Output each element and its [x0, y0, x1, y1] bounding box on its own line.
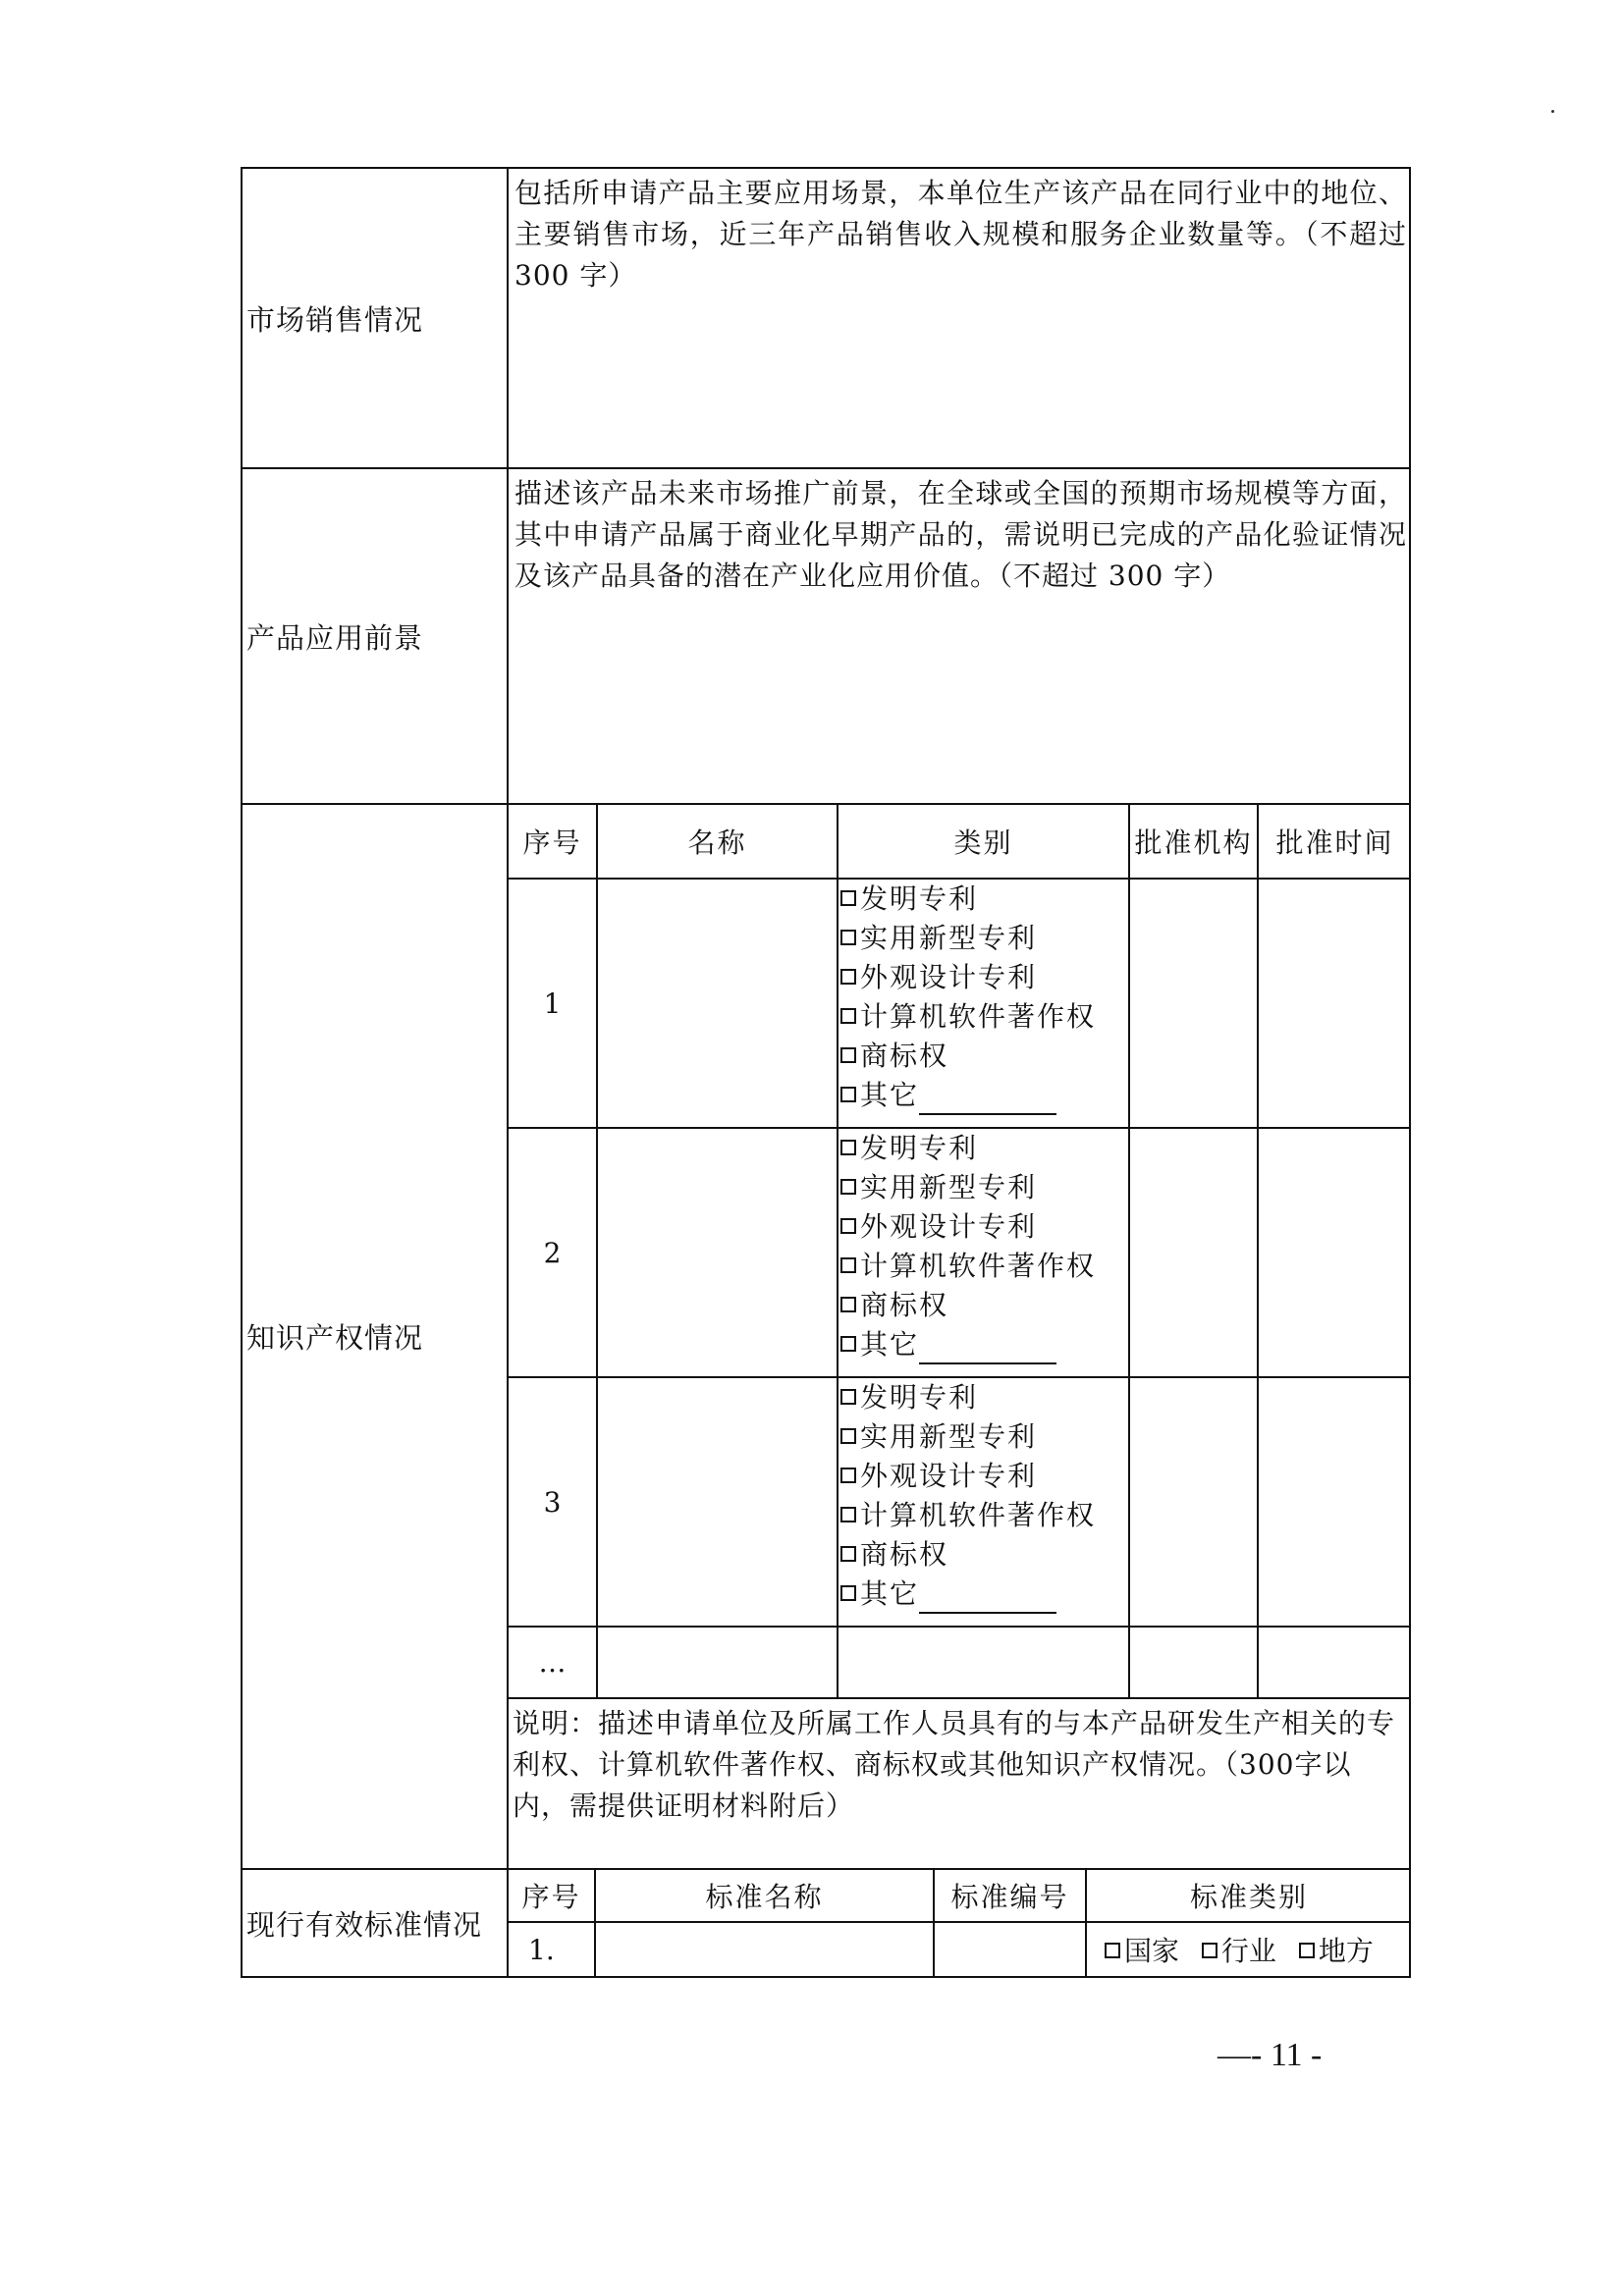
- ip-entry-authority-cell[interactable]: [1129, 1128, 1258, 1377]
- ip-entry-date-cell[interactable]: [1258, 1128, 1411, 1377]
- ip-header-name: 名称: [597, 805, 838, 879]
- ip-entry-authority-cell[interactable]: [1129, 1377, 1258, 1627]
- checkbox-icon[interactable]: [840, 930, 856, 945]
- ip-header-date: 批准时间: [1258, 805, 1411, 879]
- ip-entry-category-cell: [838, 879, 1129, 1128]
- ip-entry-row: [509, 879, 1411, 1128]
- standards-entry-type-cell: [1086, 1922, 1411, 1976]
- market-sales-description: 包括所申请产品主要应用场景，本单位生产该产品在同行业中的地位、主要销售市场，近三年产品销售收入规模和服务企业数量等。（不超过 300 字）: [508, 168, 1410, 468]
- standards-header-code: 标准编号: [934, 1870, 1086, 1922]
- checkbox-icon[interactable]: [840, 969, 856, 985]
- scan-speck: [1551, 110, 1554, 113]
- standards-header-name: 标准名称: [595, 1870, 934, 1922]
- standard-type-option[interactable]: 行业: [1202, 1935, 1276, 1967]
- category-option[interactable]: 发明专利: [840, 1129, 1128, 1168]
- checkbox-icon[interactable]: [840, 1389, 856, 1405]
- standards-header-no: 序号: [509, 1870, 595, 1922]
- ip-label: 知识产权情况: [242, 804, 508, 1869]
- ip-entry-authority-cell[interactable]: [1129, 879, 1258, 1128]
- category-option[interactable]: 计算机软件著作权: [840, 1496, 1128, 1535]
- checkbox-icon[interactable]: [1299, 1943, 1315, 1958]
- category-option[interactable]: 商标权: [840, 1535, 1128, 1575]
- category-option-other[interactable]: 其它: [840, 1325, 1128, 1364]
- other-blank-line[interactable]: [919, 1333, 1056, 1364]
- ip-entry-category-cell: [838, 1128, 1129, 1377]
- ip-entry-category-cell[interactable]: [838, 1627, 1129, 1697]
- ip-note: 说明：描述申请单位及所属工作人员具有的与本产品研发生产相关的专利权、计算机软件著作权、商标权或其他知识产权情况。（300字以内，需提供证明材料附后）: [509, 1697, 1409, 1868]
- ip-header-authority: 批准机构: [1129, 805, 1258, 879]
- category-option[interactable]: 外观设计专利: [840, 1457, 1128, 1496]
- category-option[interactable]: 外观设计专利: [840, 1207, 1128, 1247]
- checkbox-icon[interactable]: [840, 1546, 856, 1562]
- ip-entry-no: 1: [509, 879, 597, 1128]
- category-option[interactable]: 商标权: [840, 1286, 1128, 1325]
- ip-entry-no: 2: [509, 1128, 597, 1377]
- standards-label: 现行有效标准情况: [242, 1869, 508, 1977]
- checkbox-icon[interactable]: [840, 1179, 856, 1195]
- checkbox-icon[interactable]: [840, 1428, 856, 1444]
- ip-row: [242, 804, 1410, 1869]
- checkbox-icon[interactable]: [840, 1297, 856, 1312]
- category-option-other[interactable]: 其它: [840, 1076, 1128, 1115]
- checkbox-icon[interactable]: [840, 1507, 856, 1522]
- checkbox-icon[interactable]: [840, 1008, 856, 1024]
- checkbox-icon[interactable]: [840, 1047, 856, 1063]
- category-option[interactable]: 发明专利: [840, 1378, 1128, 1417]
- ip-entry-no: 3: [509, 1377, 597, 1627]
- application-form-table: [241, 167, 1411, 1978]
- standards-content: [508, 1869, 1410, 1977]
- checkbox-icon[interactable]: [840, 1140, 856, 1155]
- checkbox-icon[interactable]: [1105, 1943, 1120, 1958]
- standards-header-type: 标准类别: [1086, 1870, 1411, 1922]
- ip-content: [508, 804, 1410, 1869]
- standard-type-option[interactable]: 国家: [1105, 1935, 1179, 1967]
- ip-entry-authority-cell[interactable]: [1129, 1627, 1258, 1697]
- checkbox-icon[interactable]: [840, 1585, 856, 1601]
- standards-entry-no: 1.: [509, 1922, 595, 1976]
- ip-entry-name-cell[interactable]: [597, 1128, 838, 1377]
- product-prospect-label: 产品应用前景: [242, 468, 508, 804]
- checkbox-icon[interactable]: [840, 1468, 856, 1483]
- ip-entry-name-cell[interactable]: [597, 879, 838, 1128]
- product-prospect-row: [242, 468, 1410, 804]
- category-option[interactable]: 发明专利: [840, 880, 1128, 919]
- checkbox-icon[interactable]: [840, 1087, 856, 1102]
- category-option[interactable]: 计算机软件著作权: [840, 997, 1128, 1037]
- other-blank-line[interactable]: [919, 1582, 1056, 1614]
- ip-ellipsis: …: [509, 1627, 597, 1697]
- ip-entry-row: [509, 1128, 1411, 1377]
- ip-entry-row: [509, 1377, 1411, 1627]
- standards-header-row: [509, 1870, 1411, 1922]
- checkbox-icon[interactable]: [840, 1257, 856, 1273]
- checkbox-icon[interactable]: [840, 890, 856, 906]
- standards-row: [242, 1869, 1410, 1977]
- standards-entry-row: [509, 1922, 1411, 1976]
- ip-header-no: 序号: [509, 805, 597, 879]
- checkbox-icon[interactable]: [840, 1218, 856, 1234]
- ip-entry-name-cell[interactable]: [597, 1627, 838, 1697]
- standards-entry-name-cell[interactable]: [595, 1922, 934, 1976]
- ip-header-row: [509, 805, 1411, 879]
- product-prospect-description: 描述该产品未来市场推广前景，在全球或全国的预期市场规模等方面，其中申请产品属于商业化早期产品的，需说明已完成的产品化验证情况及该产品具备的潜在产业化应用价值。（不超过 300 字）: [508, 468, 1410, 804]
- checkbox-icon[interactable]: [1202, 1943, 1217, 1958]
- market-sales-label: 市场销售情况: [242, 168, 508, 468]
- ip-entry-category-cell: [838, 1377, 1129, 1627]
- category-option[interactable]: 计算机软件著作权: [840, 1247, 1128, 1286]
- category-option[interactable]: 实用新型专利: [840, 919, 1128, 958]
- category-option[interactable]: 实用新型专利: [840, 1168, 1128, 1207]
- other-blank-line[interactable]: [919, 1084, 1056, 1115]
- ip-entry-date-cell[interactable]: [1258, 1377, 1411, 1627]
- standard-type-option[interactable]: 地方: [1299, 1935, 1374, 1967]
- category-option-other[interactable]: 其它: [840, 1575, 1128, 1614]
- category-option[interactable]: 商标权: [840, 1037, 1128, 1076]
- ip-ellipsis-row: [509, 1627, 1411, 1697]
- page-number: —- 11 -: [1217, 2037, 1323, 2073]
- ip-entry-name-cell[interactable]: [597, 1377, 838, 1627]
- ip-entry-date-cell[interactable]: [1258, 1627, 1411, 1697]
- ip-header-category: 类别: [838, 805, 1129, 879]
- standards-table: [509, 1870, 1411, 1976]
- ip-entry-date-cell[interactable]: [1258, 879, 1411, 1128]
- ip-table: [509, 805, 1411, 1697]
- market-sales-row: [242, 168, 1410, 468]
- checkbox-icon[interactable]: [840, 1336, 856, 1352]
- standards-entry-code-cell[interactable]: [934, 1922, 1086, 1976]
- category-option[interactable]: 外观设计专利: [840, 958, 1128, 997]
- category-option[interactable]: 实用新型专利: [840, 1417, 1128, 1457]
